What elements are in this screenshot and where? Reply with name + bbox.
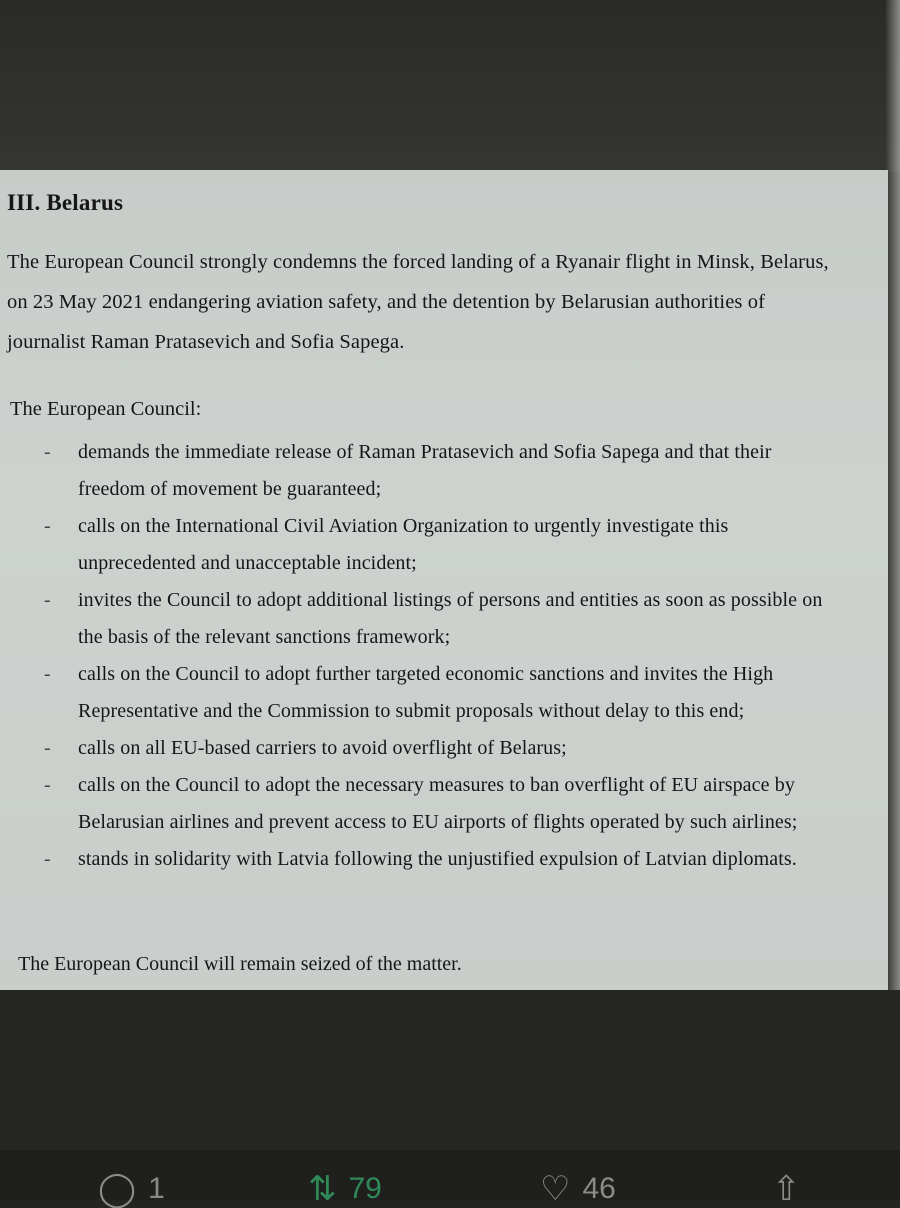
list-item — [0, 434, 888, 508]
council-label: The European Council: — [10, 398, 202, 420]
bullet-dash: - — [44, 774, 51, 796]
demands-list — [0, 434, 888, 878]
item-line: unprecedented and unacceptable incident; — [78, 552, 417, 574]
retweet-button[interactable] — [308, 1172, 382, 1206]
reply-icon: ◯ — [98, 1170, 137, 1208]
like-button[interactable] — [540, 1172, 616, 1206]
item-line: invites the Council to adopt additional listings of persons and entities as soon as possible on — [78, 589, 823, 611]
bullet-dash: - — [44, 663, 51, 685]
item-line: the basis of the relevant sanctions framework; — [78, 626, 451, 648]
top-background — [0, 0, 900, 172]
list-item — [0, 767, 888, 841]
intro-paragraph — [7, 242, 887, 362]
item-line: stands in solidarity with Latvia following the unjustified expulsion of Latvian diplomats. — [78, 848, 797, 870]
list-item — [0, 508, 888, 582]
list-item — [0, 841, 888, 878]
heart-icon: ♡ — [540, 1170, 571, 1208]
item-line: calls on the Council to adopt further targeted economic sanctions and invites the High — [78, 663, 774, 685]
bullet-dash: - — [44, 848, 51, 870]
bullet-dash: - — [44, 441, 51, 463]
item-line: calls on all EU-based carriers to avoid overflight of Belarus; — [78, 737, 567, 759]
intro-line: The European Council strongly condemns the forced landing of a Ryanair flight in Minsk, Belarus, — [7, 251, 829, 273]
share-icon: ⇧ — [772, 1170, 801, 1208]
bullet-dash: - — [44, 589, 51, 611]
bullet-dash: - — [44, 737, 51, 759]
item-line: calls on the International Civil Aviation Organization to urgently investigate this — [78, 515, 729, 537]
intro-line: on 23 May 2021 endangering aviation safety, and the detention by Belarusian authorities of — [7, 291, 765, 313]
retweet-count: 79 — [348, 1172, 382, 1205]
like-count: 46 — [582, 1172, 616, 1205]
item-line: Representative and the Commission to submit proposals without delay to this end; — [78, 700, 745, 722]
item-line: calls on the Council to adopt the necessary measures to ban overflight of EU airspace by — [78, 774, 795, 796]
section-heading: III. Belarus — [7, 190, 124, 215]
reply-count: 1 — [148, 1172, 165, 1205]
reply-button[interactable] — [98, 1172, 165, 1206]
bullet-dash: - — [44, 515, 51, 537]
item-line: Belarusian airlines and prevent access to EU airports of flights operated by such airlines; — [78, 811, 798, 833]
list-item — [0, 730, 888, 767]
closing-sentence: The European Council will remain seized of the matter. — [18, 953, 462, 975]
list-item — [0, 656, 888, 730]
retweet-icon: ⇅ — [308, 1170, 337, 1208]
item-line: freedom of movement be guaranteed; — [78, 478, 382, 500]
item-line: demands the immediate release of Raman Pratasevich and Sofia Sapega and that their — [78, 441, 772, 463]
intro-line: journalist Raman Pratasevich and Sofia Sapega. — [7, 331, 405, 353]
document-photo — [0, 170, 888, 990]
list-item — [0, 582, 888, 656]
share-button[interactable] — [772, 1172, 813, 1206]
